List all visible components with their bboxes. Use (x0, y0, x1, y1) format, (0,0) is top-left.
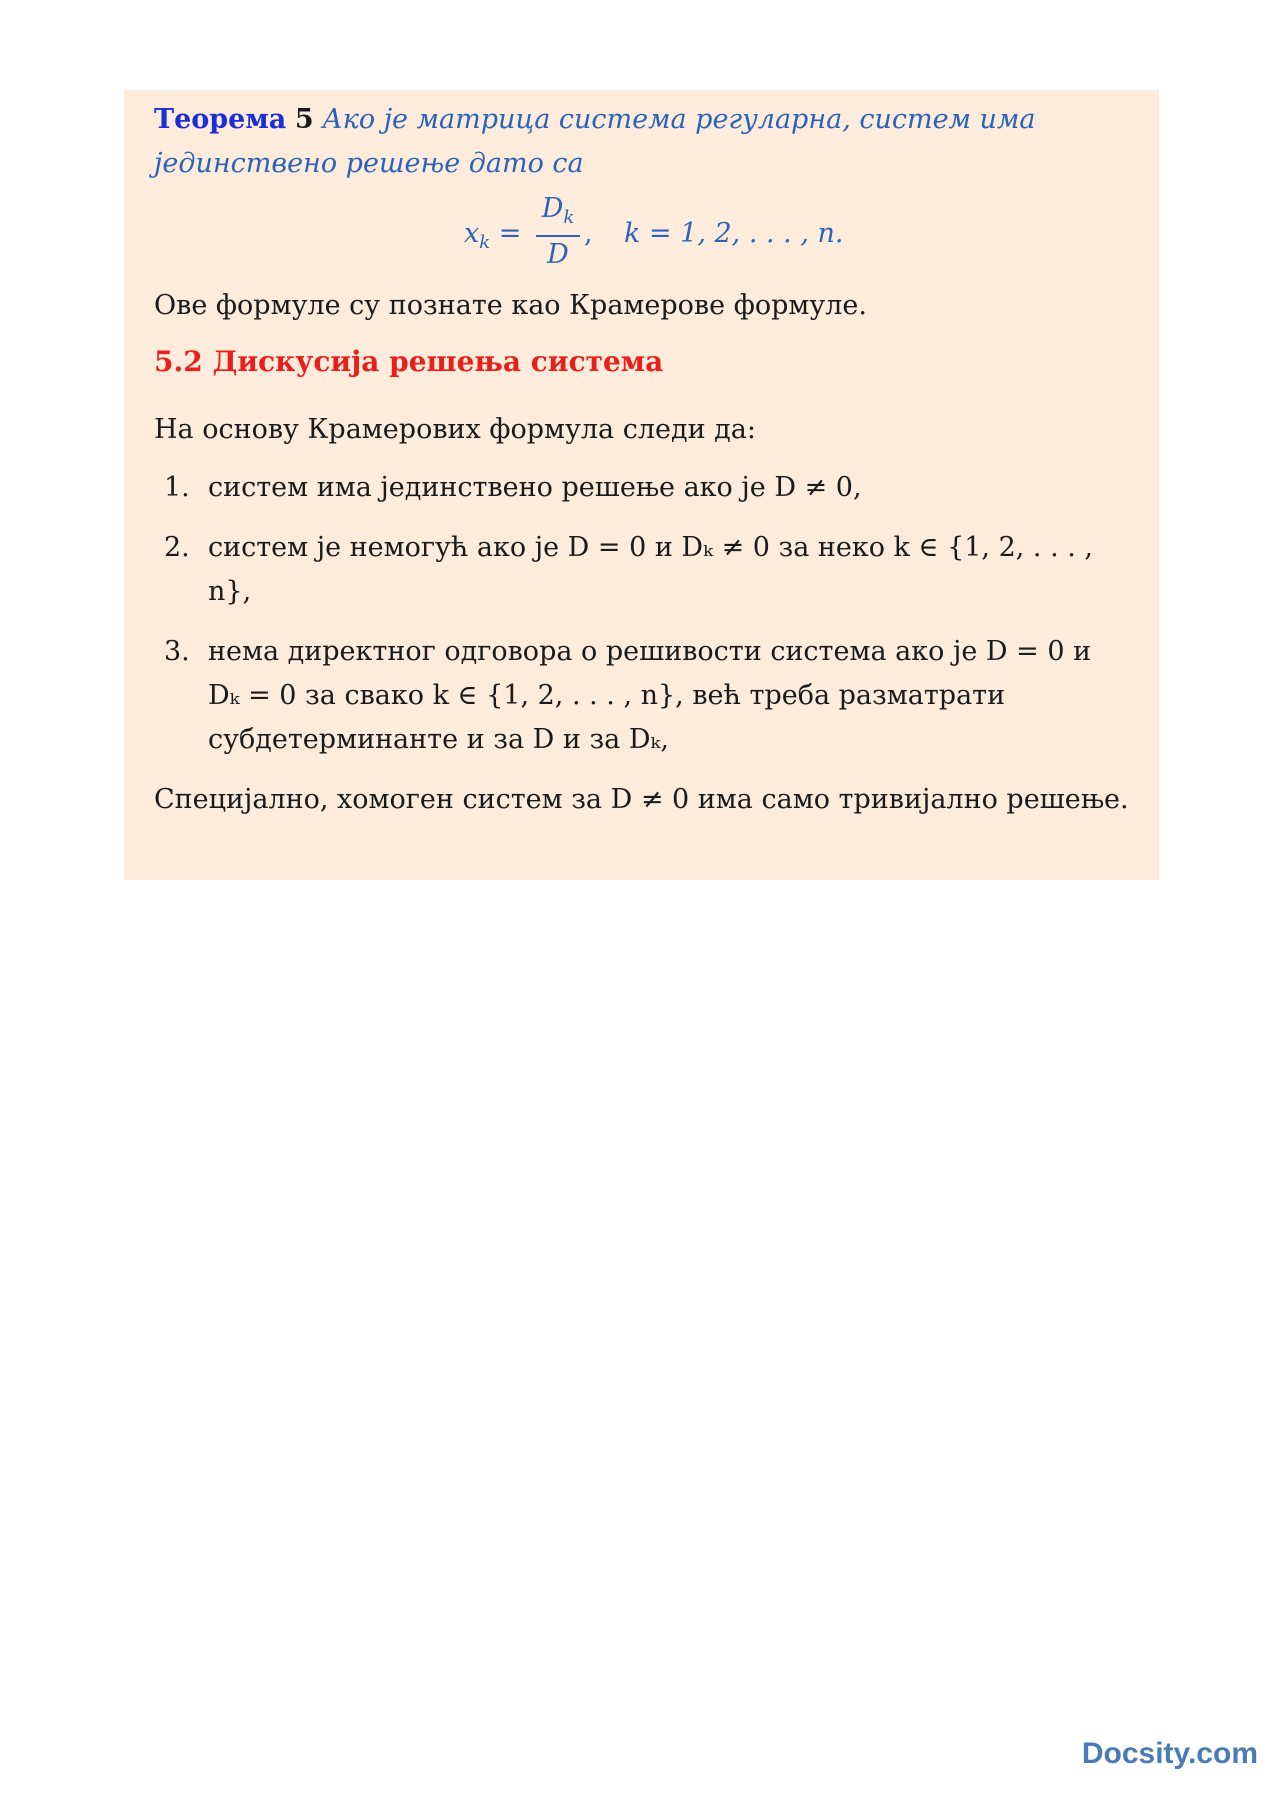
list-item (154, 526, 1129, 614)
theorem-label: Теорема (154, 104, 287, 135)
formula-numerator: $D_k$ (536, 192, 580, 237)
formula-lhs: $x_k$ = (464, 218, 522, 253)
list-item (154, 466, 1129, 510)
conditions-list (154, 466, 1129, 762)
list-item-number: 1. (164, 472, 190, 503)
theorem-number: 5 (294, 104, 314, 135)
formula-fraction (536, 192, 580, 273)
formula-rhs: k = 1, 2, . . . , n. (624, 218, 844, 249)
content-box (124, 90, 1159, 880)
formula-denominator: D (547, 239, 569, 270)
list-item-text: нема директног одговора о решивости система ако је D = 0 и Dₖ = 0 за свако k ∈ {1, 2, . . . , n}, већ треба разматрати субдетерминанте и за D и за Dₖ, (208, 636, 1092, 755)
formula-separator: , (584, 218, 593, 249)
docsity-watermark[interactable]: Docsity.com (1081, 1737, 1258, 1770)
cramer-formula (154, 192, 1129, 272)
closing-text: Специјално, хомоген систем за D ≠ 0 има само тривијално решење. (154, 784, 1129, 815)
section-title: 5.2 Дискусија решења система (154, 345, 664, 378)
list-item (154, 630, 1129, 762)
cramer-note: Ове формуле су познате као Крамерове формуле. (154, 290, 867, 321)
theorem (154, 98, 1129, 186)
intro-text: На основу Крамерових формула следи да: (154, 414, 756, 445)
list-item-text: систем има јединствено решење ако је D ≠ 0, (208, 472, 862, 503)
list-item-number: 2. (164, 532, 190, 563)
list-item-number: 3. (164, 636, 190, 667)
list-item-text: систем је немогућ ако је D = 0 и Dₖ ≠ 0 за неко k ∈ {1, 2, . . . , n}, (208, 532, 1094, 607)
theorem-text: Ако је матрица система регуларна, систем има јединствено решење дато са (154, 104, 1036, 179)
